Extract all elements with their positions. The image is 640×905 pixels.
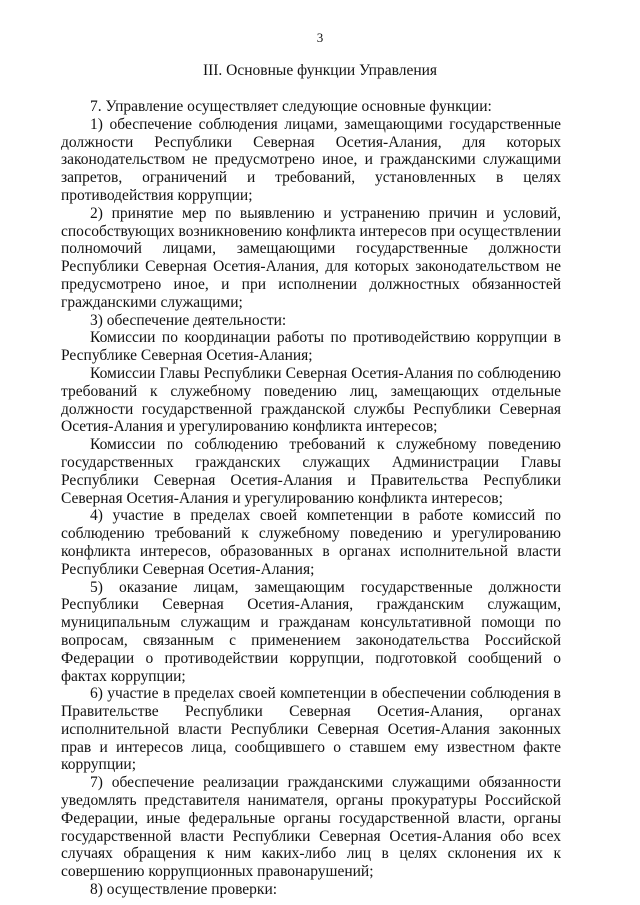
page-number: 3 bbox=[316, 30, 324, 45]
paragraph-item-7: 7) обеспечение реализации гражданскими служащими обязанности уведомлять представителя нанимателя, органы прокуратуры Российской Федерации, иные федеральные органы государственной власти, органы государственной власти Республики Северная Осетия-Алания обо всех случаях обращения к ним каких-либо лиц в целях склонения их к совершению коррупционных правонарушений; bbox=[61, 774, 561, 881]
paragraph-item-2: 2) принятие мер по выявлению и устранению причин и условий, способствующих возникновению конфликта интересов при осуществлении полномочий лицами, замещающими государственные должности Республики Северная Осетия-Алания, для которых законодательством не предусмотрено иное, и при исполнении должностных обязанностей гражданскими служащими; bbox=[61, 204, 561, 311]
paragraph-commission-coordination: Комиссии по координации работы по противодействию коррупции в Республике Северная Осетия-Алания; bbox=[61, 329, 561, 365]
section-title: III. Основные функции Управления bbox=[202, 62, 438, 79]
paragraph-functions-intro: 7. Управление осуществляет следующие основные функции: bbox=[90, 98, 492, 115]
paragraph-item-1: 1) обеспечение соблюдения лицами, замещающими государственные должности Республики Северная Осетия-Алания, для которых законодательством не предусмотрено иное, и гражданскими служащими запретов, ограничений и требований, установленных в целях противодействия коррупции; bbox=[61, 115, 561, 204]
paragraph-item-4: 4) участие в пределах своей компетенции в работе комиссий по соблюдению требований к служебному поведению и урегулированию конфликта интересов, образованных в органах исполнительной власти Республики Северная Осетия-Алания; bbox=[61, 507, 561, 578]
paragraph-item-8: 8) осуществление проверки: bbox=[90, 881, 278, 899]
paragraph-commission-head: Комиссии Главы Республики Северная Осетия-Алания по соблюдению требований к служебному поведению лиц, замещающих отдельные должности государственной гражданской службы Республики Северная Осетия-Алания и урегулированию конфликта интересов; bbox=[61, 364, 561, 436]
paragraph-commission-administration: Комиссии по соблюдению требований к служебному поведению государственных гражданских служащих Администрации Главы Республики Северная Осетия-Алания и Правительства Республики Северная Осетия-Алания и урегулированию конфликта интересов; bbox=[61, 436, 561, 507]
body-text bbox=[61, 98, 561, 899]
paragraph-item-6: 6) участие в пределах своей компетенции в обеспечении соблюдения в Правительстве Республики Северная Осетия-Алания, органах исполнительной власти Республики Северная Осетия-Алания законных прав и интересов лица, сообщившего о ставшем ему известном факте коррупции; bbox=[61, 685, 561, 774]
paragraph-item-3: 3) обеспечение деятельности: bbox=[90, 311, 287, 329]
paragraph-item-5: 5) оказание лицам, замещающим государственные должности Республики Северная Осетия-Алания, гражданским служащим, муниципальным служащим и гражданам консультативной помощи по вопросам, связанным с применением законодательства Российской Федерации о противодействии коррупции, подготовкой сообщений о фактах коррупции; bbox=[61, 578, 561, 685]
